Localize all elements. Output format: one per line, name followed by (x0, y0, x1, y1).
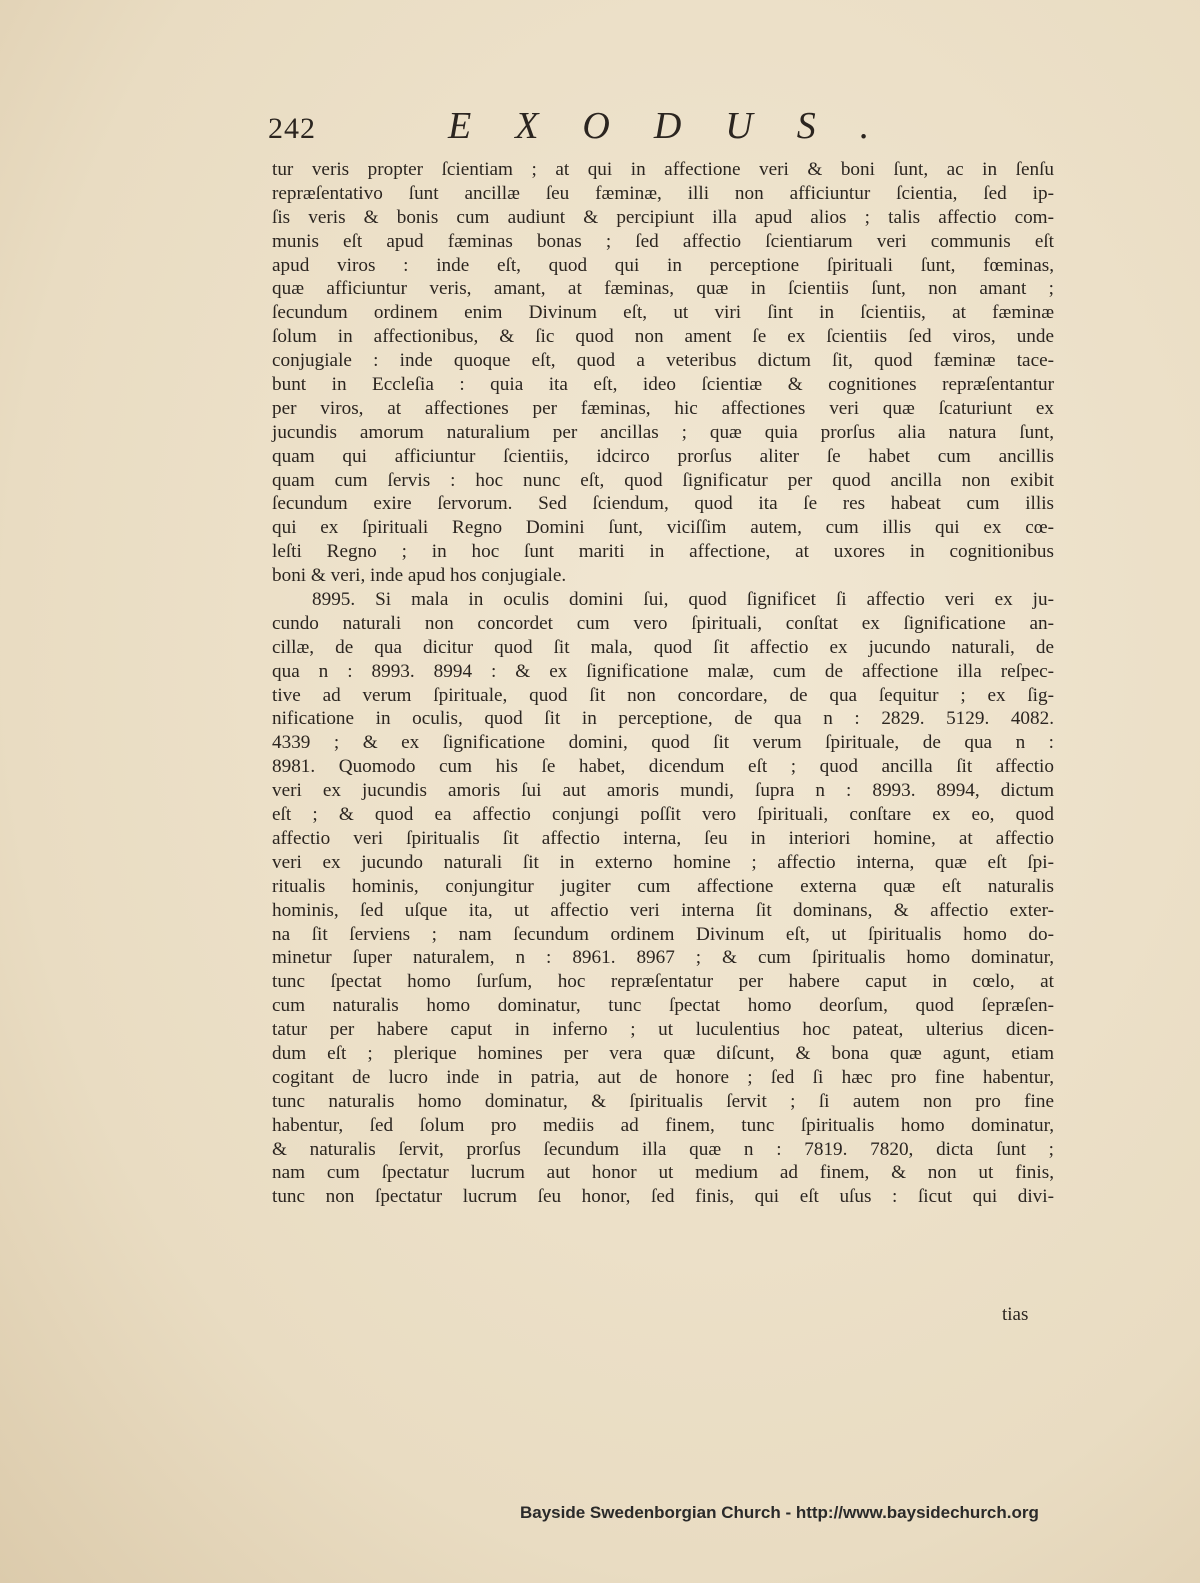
text-line: ſolum in affectionibus, & ſic quod non ament ſe ex ſcientiis ſed viros, unde (272, 326, 1054, 348)
text-line: qui ex ſpirituali Regno Domini ſunt, viciſſim autem, cum illis qui ex cœ- (272, 517, 1054, 539)
text-line: 8995. Si mala in oculis domini ſui, quod ſignificet ſi affectio veri ex ju- (312, 589, 1054, 611)
text-line: nam cum ſpectatur lucrum aut honor ut medium ad finem, & non ut finis, (272, 1162, 1054, 1184)
text-line: ſecundum exire ſervorum. Sed ſciendum, quod ita ſe res habeat cum illis (272, 493, 1054, 515)
text-line: dum eſt ; plerique homines per vera quæ diſcunt, & bona quæ agunt, etiam (272, 1042, 1054, 1064)
footer-credit: Bayside Swedenborgian Church - http://www.baysidechurch.org (520, 1503, 1039, 1522)
text-line: ritualis hominis, conjungitur jugiter cum affectione externa quæ eſt naturalis (272, 875, 1054, 897)
text-line: quam qui afficiuntur ſcientiis, idcirco prorſus aliter ſe habet cum ancillis (272, 445, 1054, 467)
text-line: boni & veri, inde apud hos conjugiale. (272, 565, 567, 587)
text-line: cillæ, de qua dicitur quod ſit mala, quod ſit affectio ex jucundo naturali, de (272, 636, 1054, 658)
text-line: repræſentativo ſunt ancillæ ſeu fæminæ, illi non afficiuntur ſcientia, ſed ip- (272, 182, 1054, 204)
text-line: eſt ; & quod ea affectio conjungi poſſit vero ſpirituali, conſtare ex eo, quod (272, 804, 1054, 826)
text-line: quæ afficiuntur veris, amant, at fæminas, quæ in ſcientiis ſunt, non amant ; (272, 278, 1054, 300)
text-line: 4339 ; & ex ſignificatione domini, quod ſit verum ſpirituale, de qua n : (272, 732, 1054, 754)
text-line: leſti Regno ; in hoc ſunt mariti in affectione, at uxores in cognitionibus (272, 541, 1054, 563)
text-line: conjugiale : inde quoque eſt, quod a veteribus dictum ſit, quod fæminæ tace- (272, 350, 1054, 372)
text-line: tive ad verum ſpirituale, quod ſit non concordare, de qua ſequitur ; ex ſig- (272, 684, 1054, 706)
text-line: qua n : 8993. 8994 : & ex ſignificatione malæ, cum de affectione illa reſpec- (272, 660, 1054, 682)
text-line: nificatione in oculis, quod ſit in perceptione, de qua n : 2829. 5129. 4082. (272, 708, 1054, 730)
page-header (268, 104, 914, 154)
body-text (272, 158, 1054, 1209)
text-line: & naturalis ſervit, prorſus ſecundum illa quæ n : 7819. 7820, dicta ſunt ; (272, 1138, 1054, 1160)
text-line: jucundis amorum naturalium per ancillas ; quæ quia prorſus alia natura ſunt, (272, 421, 1054, 443)
page-number: 242 (268, 112, 316, 145)
text-line: quam cum ſervis : hoc nunc eſt, quod ſignificatur per quod ancilla non exibit (272, 469, 1054, 491)
text-line: ſecundum ordinem enim Divinum eſt, ut viri ſint in ſcientiis, at fæminæ (272, 302, 1054, 324)
text-line: na ſit ſerviens ; nam ſecundum ordinem Divinum eſt, ut ſpiritualis homo do- (272, 923, 1054, 945)
text-line: minetur ſuper naturalem, n : 8961. 8967 ; & cum ſpiritualis homo dominatur, (272, 947, 1054, 969)
text-line: veri ex jucundis amoris ſui aut amoris mundi, ſupra n : 8993. 8994, dictum (272, 780, 1054, 802)
text-line: habentur, ſed ſolum pro mediis ad finem, tunc ſpiritualis homo dominatur, (272, 1114, 1054, 1136)
text-line: per viros, at affectiones per fæminas, hic affectiones veri quæ ſcaturiunt ex (272, 397, 1054, 419)
text-line: tur veris propter ſcientiam ; at qui in affectione veri & boni ſunt, ac in ſenſu (272, 159, 1054, 180)
text-line: tatur per habere caput in inferno ; ut luculentius hoc pateat, ulterius dicen- (272, 1019, 1054, 1041)
text-line: tunc ſpectat homo ſurſum, hoc repræſentatur per habere caput in cœlo, at (272, 971, 1054, 993)
text-line: 8981. Quomodo cum his ſe habet, dicendum eſt ; quod ancilla ſit affectio (272, 756, 1054, 778)
text-line: cum naturalis homo dominatur, tunc ſpectat homo deorſum, quod ſepræſen- (272, 995, 1054, 1017)
text-line: bunt in Eccleſia : quia ita eſt, ideo ſcientiæ & cognitiones repræſentantur (272, 374, 1054, 396)
text-line: hominis, ſed uſque ita, ut affectio veri interna ſit dominans, & affectio exter- (272, 899, 1054, 921)
text-line: tunc non ſpectatur lucrum ſeu honor, ſed finis, qui eſt uſus : ſicut qui divi- (272, 1186, 1054, 1208)
text-line: cundo naturali non concordet cum vero ſpirituali, conſtat ex ſignificatione an- (272, 612, 1054, 634)
text-line: tunc naturalis homo dominatur, & ſpiritualis ſervit ; ſi autem non pro fine (272, 1090, 1054, 1112)
text-line: apud viros : inde eſt, quod qui in perceptione ſpirituali ſunt, fœminas, (272, 254, 1054, 276)
text-line: ſis veris & bonis cum audiunt & percipiunt illa apud alios ; talis affectio com- (272, 206, 1054, 228)
text-line: affectio veri ſpiritualis ſit affectio interna, ſeu in interiori homine, at affectio (272, 827, 1054, 849)
catchword: tias (1002, 1304, 1029, 1325)
text-line: cogitant de lucro inde in patria, aut de honore ; ſed ſi hæc pro fine habentur, (272, 1066, 1054, 1088)
text-line: munis eſt apud fæminas bonas ; ſed affectio ſcientiarum veri communis eſt (272, 230, 1054, 252)
running-head: EXODUS. (448, 105, 914, 147)
text-line: veri ex jucundo naturali ſit in externo homine ; affectio interna, quæ eſt ſpi- (272, 851, 1054, 873)
